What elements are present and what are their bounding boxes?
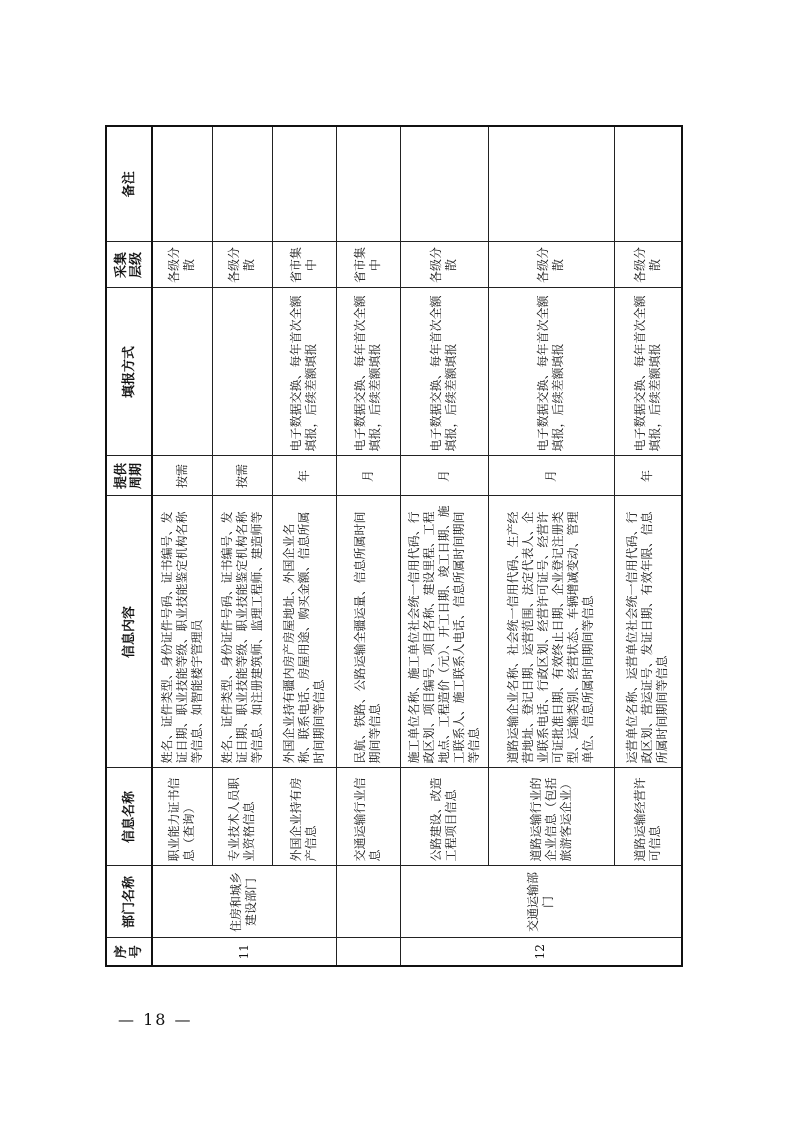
table-row (400, 126, 488, 966)
level-cell: 省市集中 (336, 242, 400, 288)
note-cell (272, 126, 336, 242)
info-content-cell: 外国企业持有疆内房产房屋地址、外国企业名称、联系电话、房屋用途、购买金额、信息所属时间期间等信息 (272, 496, 336, 768)
header-name: 信息名称 (106, 768, 152, 866)
note-cell (152, 126, 212, 242)
header-note: 备注 (106, 126, 152, 242)
seq-cell: 12 (400, 938, 682, 966)
table-row (614, 126, 682, 966)
level-cell: 各级分散 (152, 242, 212, 288)
info-content-cell: 道路运输企业名称、社会统一信用代码、生产经营地址、登记日期、运营范围、法定代表人、企业联系电话、行政区划、经营许可证号、经营许可证批准日期、有效终止日期、企业登记注册类型、运输类别、经营状态、车辆增减变动、管理单位、信息所属时间期间等信息 (488, 496, 614, 768)
period-cell: 年 (272, 456, 336, 496)
method-cell: 电子数据交换、每年首次全额填报，后续差额填报 (488, 288, 614, 456)
info-name-cell: 外国企业持有房产信息 (272, 768, 336, 866)
info-content-cell: 民航、铁路、公路运输全疆运量、信息所属时间期间等信息 (336, 496, 400, 768)
level-cell: 各级分散 (614, 242, 682, 288)
period-cell: 月 (488, 456, 614, 496)
header-method: 填报方式 (106, 288, 152, 456)
header-seq: 序号 (106, 938, 152, 966)
table-row (336, 126, 400, 966)
info-name-cell: 公路建设、改造工程项目信息 (400, 768, 488, 866)
page-number: — 18 — (118, 1010, 193, 1029)
level-cell: 各级分散 (488, 242, 614, 288)
period-cell: 月 (336, 456, 400, 496)
info-name-cell: 道路运输经营许可信息 (614, 768, 682, 866)
method-cell: 电子数据交换、每年首次全额填报，后续差额填报 (336, 288, 400, 456)
info-content-cell: 姓名、证件类型、身份证件号码、证书编号、发证日期、职业技能等级、职业技能鉴定机构名称等信息、如智能楼宇管理员 (152, 496, 212, 768)
seq-cell (336, 938, 400, 966)
period-cell: 按需 (212, 456, 272, 496)
method-cell: 电子数据交换、每年首次全额填报，后续差额填报 (400, 288, 488, 456)
seq-cell: 11 (152, 938, 336, 966)
header-content: 信息内容 (106, 496, 152, 768)
note-cell (400, 126, 488, 242)
info-name-cell: 职业能力证书信息（查询） (152, 768, 212, 866)
period-cell: 按需 (152, 456, 212, 496)
info-name-cell: 交通运输行业信息 (336, 768, 400, 866)
method-cell (152, 288, 212, 456)
period-cell: 年 (614, 456, 682, 496)
note-cell (336, 126, 400, 242)
table-row (488, 126, 614, 966)
header-period: 提供周期 (106, 456, 152, 496)
table-row (212, 126, 272, 966)
method-cell (212, 288, 272, 456)
info-name-cell: 道路运输行业的企业信息（包括旅游客运企业） (488, 768, 614, 866)
dept-cell: 交通运输部门 (400, 866, 682, 938)
dept-cell: 住房和城乡建设部门 (152, 866, 336, 938)
header-dept: 部门名称 (106, 866, 152, 938)
note-cell (488, 126, 614, 242)
level-cell: 省市集中 (272, 242, 336, 288)
method-cell: 电子数据交换、每年首次全额填报，后续差额填报 (272, 288, 336, 456)
dept-cell (336, 866, 400, 938)
header-row (106, 126, 152, 966)
info-name-cell: 专业技术人员职业资格信息 (212, 768, 272, 866)
period-cell: 月 (400, 456, 488, 496)
info-content-cell: 施工单位名称、施工单位社会统一信用代码、行政区划、项目编号、项目名称、建设里程、工程地点、工程造价（元）、开工日期、竣工日期、施工联系人、施工联系人电话、信息所属时间期间等信息 (400, 496, 488, 768)
note-cell (212, 126, 272, 242)
header-level: 采集层级 (106, 242, 152, 288)
info-content-cell: 运营单位名称、运营单位社会统一信用代码、行政区划、营运证号、发证日期、有效年限、信息所属时间期间等信息 (614, 496, 682, 768)
info-content-cell: 姓名、证件类型、身份证件号码、证书编号、发证日期、职业技能等级、职业技能鉴定机构名称等信息、如注册建筑师、监理工程师、建造师等 (212, 496, 272, 768)
data-table (105, 125, 683, 967)
table-row (272, 126, 336, 966)
level-cell: 各级分散 (400, 242, 488, 288)
level-cell: 各级分散 (212, 242, 272, 288)
note-cell (614, 126, 682, 242)
table-row (152, 126, 212, 966)
method-cell: 电子数据交换、每年首次全额填报，后续差额填报 (614, 288, 682, 456)
